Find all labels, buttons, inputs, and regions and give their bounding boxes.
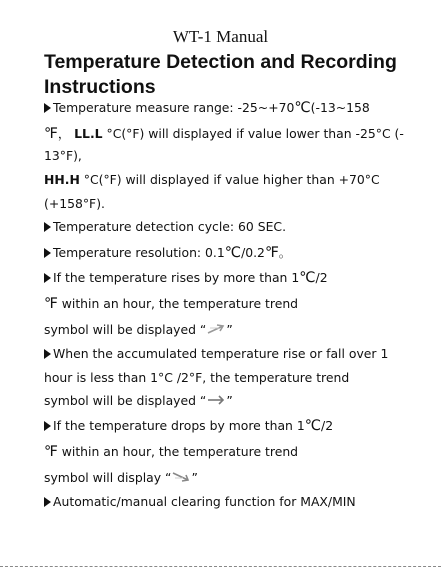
range-text-a: Temperature measure range: -25 bbox=[53, 100, 258, 115]
bullet-arrow-icon bbox=[44, 497, 51, 507]
trend-down-text-b: ” bbox=[191, 470, 198, 485]
trend-down-text-a: symbol will display “ bbox=[44, 470, 172, 485]
cycle-line bbox=[44, 219, 286, 234]
range-text-c: (-13 bbox=[310, 100, 336, 115]
range-text-b: +70 bbox=[268, 100, 295, 115]
low-text: °C(°F) will displayed if value lower than -25°C (- bbox=[102, 126, 404, 141]
trend-steady-text-b: ” bbox=[226, 393, 233, 408]
trend-steady-line bbox=[44, 393, 233, 408]
range-line bbox=[44, 100, 370, 116]
trend-steady-text-a: symbol will be displayed “ bbox=[44, 393, 207, 408]
drop-text-a: If the temperature drops by more than 1 bbox=[53, 418, 305, 433]
trend-steady-icon bbox=[206, 393, 226, 407]
bullet-arrow-icon bbox=[44, 222, 51, 232]
bullet-arrow-icon bbox=[44, 248, 51, 258]
high-text: °C(°F) will displayed if value higher than +70°C bbox=[79, 172, 380, 187]
fahrenheit-unit: ℉ bbox=[264, 245, 279, 261]
bullet-arrow-icon bbox=[44, 421, 51, 431]
high-value-line bbox=[44, 172, 380, 187]
drop-text-c: within an hour, the temperature trend bbox=[57, 444, 299, 459]
rise-line-2 bbox=[44, 296, 298, 312]
resolution-line bbox=[44, 243, 291, 261]
rise-text-b: /2 bbox=[315, 270, 328, 285]
section-title-line-1: Temperature Detection and Recording bbox=[44, 51, 397, 73]
low-value-line bbox=[44, 124, 404, 142]
drop-line-2 bbox=[44, 444, 298, 460]
celsius-unit: ℃ bbox=[299, 270, 316, 286]
clearing-text: Automatic/manual clearing function for MAX/MIN bbox=[53, 494, 356, 509]
section-title-line-2: Instructions bbox=[44, 76, 156, 98]
resolution-text-b: /0.2 bbox=[241, 245, 265, 260]
range-text-d: 158 bbox=[346, 100, 370, 115]
page-header: WT-1 Manual bbox=[172, 27, 269, 46]
fahrenheit-unit: ℉ bbox=[44, 126, 58, 142]
page-bottom-rule bbox=[0, 566, 441, 567]
celsius-unit: ℃ bbox=[224, 245, 242, 261]
bullet-arrow-icon bbox=[44, 273, 51, 283]
tilde: ~ bbox=[335, 100, 347, 115]
clearing-line bbox=[44, 494, 356, 509]
rise-line bbox=[44, 270, 328, 286]
high-label: HH.H bbox=[44, 172, 80, 187]
drop-text-b: /2 bbox=[321, 418, 334, 433]
trend-down-icon bbox=[171, 470, 191, 484]
text-line: hour is less than 1°C /2°F, the temperature trend bbox=[44, 370, 350, 385]
trend-up-line bbox=[44, 322, 233, 337]
resolution-text-a: Temperature resolution: 0.1 bbox=[53, 245, 225, 260]
trend-up-text-a: symbol will be displayed “ bbox=[44, 322, 207, 337]
trend-up-text-b: ” bbox=[226, 322, 233, 337]
fahrenheit-unit: ℉ bbox=[44, 296, 58, 312]
text-line: (+158°F). bbox=[44, 196, 105, 211]
low-label: LL.L bbox=[74, 126, 103, 141]
bullet-arrow-icon bbox=[44, 349, 51, 359]
separator: ， bbox=[57, 126, 71, 141]
steady-line bbox=[44, 346, 388, 361]
drop-line bbox=[44, 418, 333, 434]
trend-down-line bbox=[44, 470, 198, 485]
celsius-unit: ℃ bbox=[294, 100, 311, 116]
trend-up-icon bbox=[206, 322, 226, 336]
fahrenheit-unit: ℉ bbox=[44, 444, 58, 460]
period: 。 bbox=[278, 245, 292, 260]
bullet-arrow-icon bbox=[44, 103, 51, 113]
steady-text: When the accumulated temperature rise or fall over 1 bbox=[53, 346, 389, 361]
rise-text-a: If the temperature rises by more than 1 bbox=[53, 270, 300, 285]
cycle-text: Temperature detection cycle: 60 SEC. bbox=[53, 219, 287, 234]
section-title bbox=[44, 50, 424, 100]
celsius-unit: ℃ bbox=[304, 418, 322, 434]
tilde: ~ bbox=[257, 100, 269, 115]
rise-text-c: within an hour, the temperature trend bbox=[57, 296, 299, 311]
text-line: 13°F), bbox=[44, 148, 82, 163]
